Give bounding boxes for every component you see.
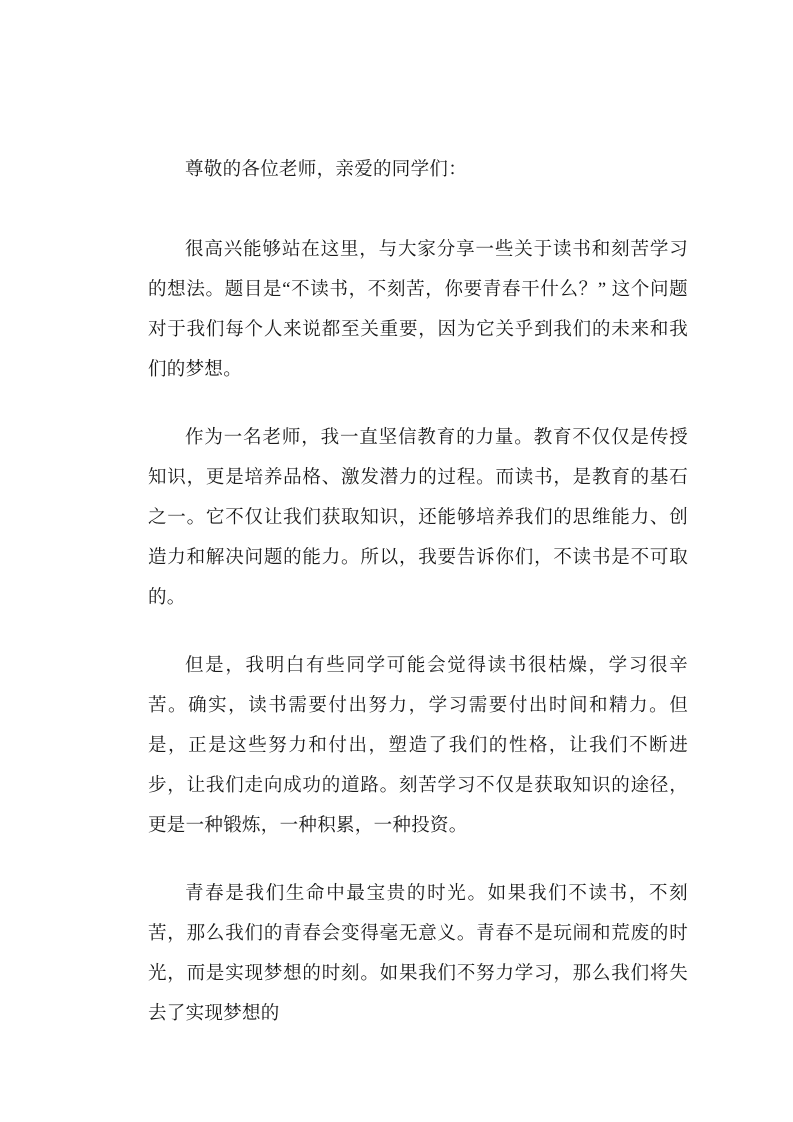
paragraph-intro: 很高兴能够站在这里，与大家分享一些关于读书和刻苦学习的想法。题目是“不读书，不刻苦，你要青春干什么？” 这个问题对于我们每个人来说都至关重要，因为它关乎到我们的未来和我们的梦想。 (148, 240, 688, 380)
document-body (148, 150, 688, 1034)
paragraph-teacher-belief: 作为一名老师，我一直坚信教育的力量。教育不仅仅是传授知识，更是培养品格、激发潜力的过程。而读书，是教育的基石之一。它不仅让我们获取知识，还能够培养我们的思维能力、创造力和解决问题的能力。所以，我要告诉你们，不读书是不可取的。 (148, 428, 688, 608)
paragraph-salutation: 尊敬的各位老师，亲爱的同学们： (185, 160, 468, 180)
paragraph-youth: 青春是我们生命中最宝贵的时光。如果我们不读书，不刻苦，那么我们的青春会变得毫无意义。青春不是玩闹和荒废的时光，而是实现梦想的时刻。如果我们不努力学习，那么我们将失去了实现梦想的 (148, 884, 688, 1024)
paragraph-effort: 但是，我明白有些同学可能会觉得读书很枯燥，学习很辛苦。确实，读书需要付出努力，学习需要付出时间和精力。但是，正是这些努力和付出，塑造了我们的性格，让我们不断进步，让我们走向成功的道路。刻苦学习不仅是获取知识的途径，更是一种锻炼，一种积累，一种投资。 (148, 656, 688, 836)
